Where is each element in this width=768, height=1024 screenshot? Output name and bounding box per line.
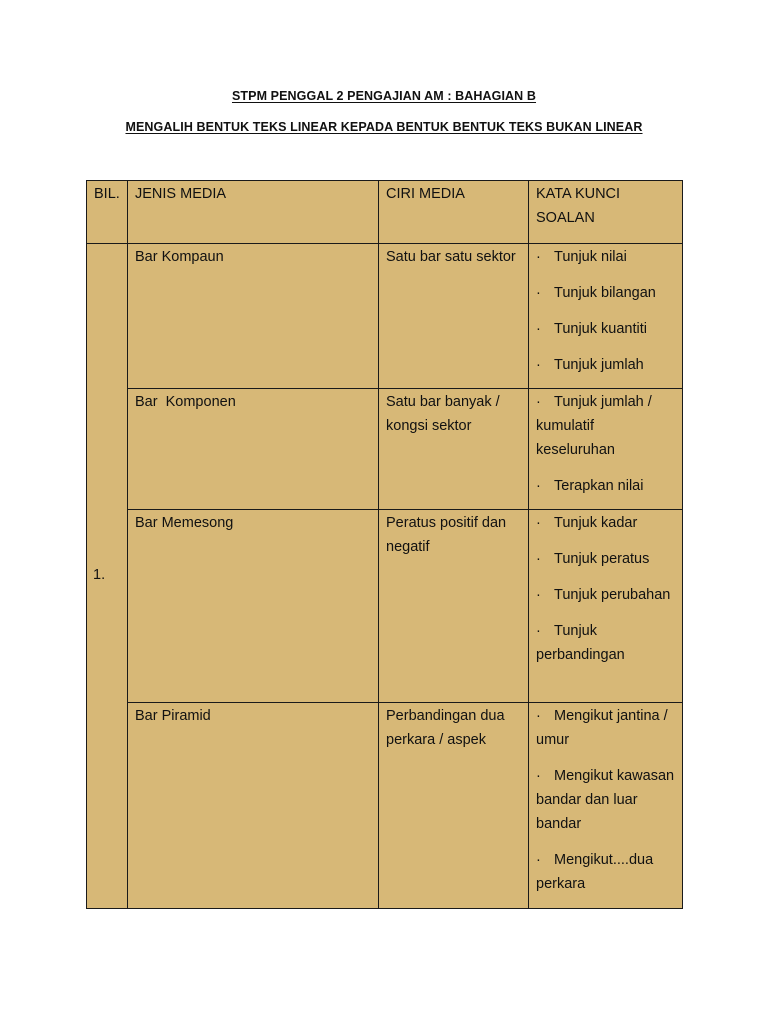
- header-ciri-media: CIRI MEDIA: [379, 181, 529, 244]
- list-item: [536, 390, 675, 462]
- ciri-media-cell: Peratus positif dan negatif: [379, 510, 529, 703]
- ciri-media-cell: Satu bar satu sektor: [379, 244, 529, 389]
- header-bil: BIL.: [87, 181, 128, 244]
- list-item: [536, 353, 675, 377]
- list-item: [536, 474, 675, 498]
- jenis-media-cell: Bar Piramid: [128, 703, 379, 909]
- kata-kunci-cell: [529, 510, 683, 703]
- list-item: [536, 511, 675, 535]
- keyword-text: Tunjuk jumlah / kumulatif keseluruhan: [536, 394, 652, 458]
- keyword-text: Tunjuk perbandingan: [536, 623, 625, 663]
- list-item: [536, 245, 675, 269]
- document-heading-2: MENGALIH BENTUK TEKS LINEAR KEPADA BENTUK BENTUK TEKS BUKAN LINEAR: [125, 120, 643, 134]
- kata-kunci-cell: [529, 703, 683, 909]
- list-item: [536, 281, 675, 305]
- header-jenis-media: JENIS MEDIA: [128, 181, 379, 244]
- keyword-text: Tunjuk perubahan: [554, 587, 671, 603]
- header-kata-kunci: KATA KUNCI SOALAN: [529, 181, 683, 244]
- keyword-text: Terapkan nilai: [554, 478, 644, 494]
- keyword-text: Mengikut....dua perkara: [536, 852, 654, 892]
- bullet-icon: ·: [536, 551, 541, 567]
- ciri-media-cell: Satu bar banyak / kongsi sektor: [379, 389, 529, 510]
- keyword-text: Tunjuk nilai: [554, 249, 627, 265]
- list-item: [536, 764, 675, 836]
- keyword-text: Tunjuk kadar: [554, 515, 638, 531]
- list-item: [536, 619, 675, 667]
- jenis-media-cell: Bar Memesong: [128, 510, 379, 703]
- keyword-text: Tunjuk bilangan: [554, 285, 656, 301]
- table-row: [87, 703, 683, 909]
- table-row: [87, 389, 683, 510]
- list-item: [536, 317, 675, 341]
- keyword-text: Mengikut kawasan bandar dan luar bandar: [536, 768, 675, 832]
- bullet-icon: ·: [536, 515, 541, 531]
- document-heading-1: STPM PENGGAL 2 PENGAJIAN AM : BAHAGIAN B: [231, 89, 537, 103]
- bullet-icon: ·: [536, 357, 541, 373]
- keyword-text: Tunjuk jumlah: [554, 357, 644, 373]
- list-item: [536, 848, 675, 896]
- bullet-icon: ·: [536, 394, 541, 410]
- kata-kunci-cell: [529, 244, 683, 389]
- list-item: [536, 547, 675, 571]
- keyword-text: Mengikut jantina / umur: [536, 708, 668, 748]
- bullet-icon: ·: [536, 852, 541, 868]
- list-item: [536, 704, 675, 752]
- kata-kunci-cell: [529, 389, 683, 510]
- table-row: [87, 244, 683, 389]
- media-table: [86, 180, 683, 909]
- keyword-text: Tunjuk peratus: [554, 551, 650, 567]
- jenis-media-cell: Bar Komponen: [128, 389, 379, 510]
- bullet-icon: ·: [536, 321, 541, 337]
- bullet-icon: ·: [536, 768, 541, 784]
- ciri-media-cell: Perbandingan dua perkara / aspek: [379, 703, 529, 909]
- keyword-text: Tunjuk kuantiti: [554, 321, 647, 337]
- bullet-icon: ·: [536, 285, 541, 301]
- table-header-row: [87, 181, 683, 244]
- list-item: [536, 583, 675, 607]
- table-row: [87, 510, 683, 703]
- bil-cell: 1.: [87, 244, 128, 909]
- bullet-icon: ·: [536, 623, 541, 639]
- bullet-icon: ·: [536, 708, 541, 724]
- bullet-icon: ·: [536, 249, 541, 265]
- jenis-media-cell: Bar Kompaun: [128, 244, 379, 389]
- bullet-icon: ·: [536, 478, 541, 494]
- bullet-icon: ·: [536, 587, 541, 603]
